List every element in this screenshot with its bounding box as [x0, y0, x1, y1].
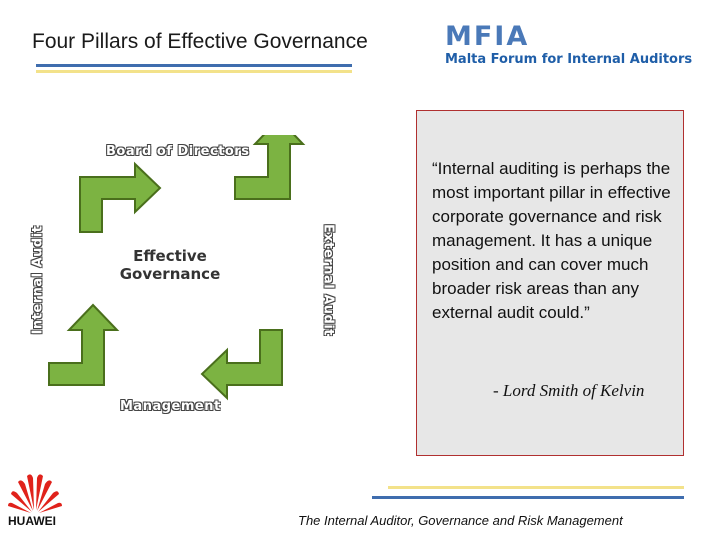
governance-diagram — [20, 135, 340, 425]
footer-rule-blue — [372, 496, 684, 499]
quote-attribution: - Lord Smith of Kelvin — [493, 381, 645, 400]
center-label — [110, 247, 230, 283]
pillar-external-audit: External Audit — [320, 223, 336, 337]
quote-box — [416, 110, 684, 456]
pillar-internal-audit: Internal Audit — [30, 225, 46, 335]
pillar-management: Management — [120, 399, 221, 414]
arrow-top-left — [80, 164, 160, 232]
pillar-board-of-directors: Board of Directors — [106, 144, 250, 159]
center-label-line-1: Effective — [133, 247, 207, 265]
slide-title: Four Pillars of Effective Governance — [32, 30, 368, 53]
huawei-petal-logo-icon — [6, 470, 64, 514]
huawei-logo — [6, 470, 64, 528]
logo-mark: MFIA — [445, 21, 530, 52]
center-label-line-2: Governance — [119, 265, 221, 283]
title-underline-blue — [36, 64, 352, 67]
huawei-wordmark: HUAWEI — [8, 514, 56, 528]
mfia-logo — [445, 22, 692, 68]
title-underline-yellow — [36, 70, 352, 73]
footer-text: The Internal Auditor, Governance and Risk Management — [298, 513, 623, 528]
arrow-bottom-right — [202, 330, 282, 398]
logo-subtitle: Malta Forum for Internal Auditors — [445, 52, 693, 67]
footer-rule-yellow — [388, 486, 684, 489]
quote-text: “Internal auditing is perhaps the most important pillar in effective corporate governance and risk management. It has a unique position and can cover much broader risk areas than any external audit could.” — [432, 159, 671, 322]
arrow-bottom-left — [49, 305, 117, 385]
